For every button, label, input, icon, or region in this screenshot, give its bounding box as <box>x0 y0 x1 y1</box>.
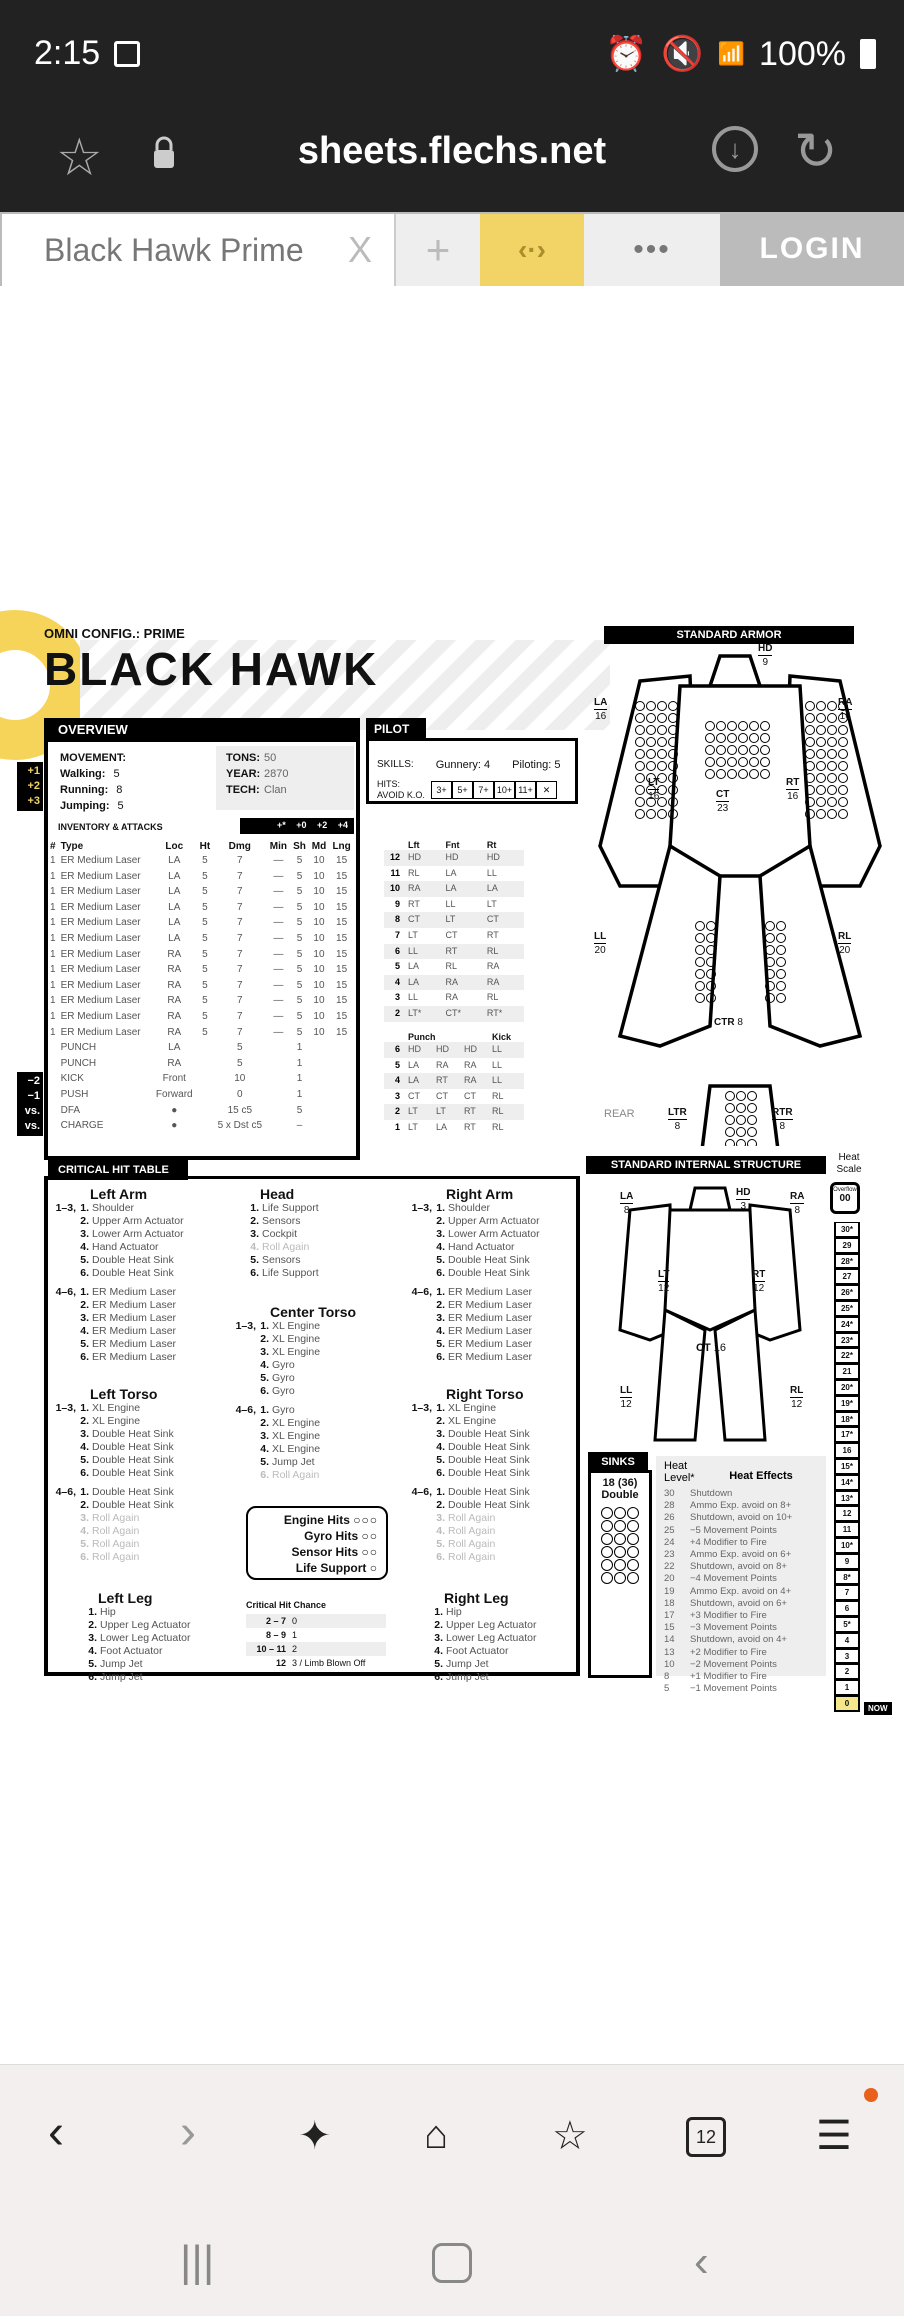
heat-effects-panel: Heat Level* Heat Effects 30 Shutdown 28 Ammo Exp. avoid on 8+ 26 Shutdown, avoid on 10+ 25 −5 Movement Points 24 +4 Modifier to Fire 23 Ammo Exp. avoid on 6+ 22 Shutdown, avoid on 8+ 20 −4 Movement Points 19 Ammo Exp. avoid on 4+ 18 Shutdown, avoid on 6+ 17 +3 Modifier to Fire 15 −3 Movement Points 14 Shutdown, avoid on 4+ 13 +2 Modifier to Fire 10 −2 Movement Points 8 +1 Modifier to Fire 5 −1 Movement Points <box>656 1456 826 1676</box>
internal-title: STANDARD INTERNAL STRUCTURE <box>586 1156 826 1174</box>
hit-location-row: 10 RA LA LA <box>384 881 524 897</box>
weapon-row: PUNCH RA 5 1 <box>60 1057 303 1069</box>
weapon-row: 1 ER Medium Laser LA 5 7 — 5 10 15 <box>50 917 348 929</box>
armor-rtr: RTR 8 <box>772 1107 793 1132</box>
crit-head: Head 1. Life Support 2. Sensors 3. Cockpit 4. Roll Again 5. Sensors 6. Life Support <box>250 1186 319 1279</box>
is-la: LA 8 <box>620 1191 634 1216</box>
inventory-title: INVENTORY & ATTACKS <box>58 822 163 832</box>
pilot-panel: SKILLS: Gunnery: 4 Piloting: 5 HITS: AVOID K.O. 3+ 5+ 7+ 10+ 11+ ✕ PILOT <box>366 718 582 808</box>
heat-level[interactable]: 13* <box>834 1491 860 1507</box>
sinks-count: 18 (36) <box>602 1477 638 1489</box>
armor-la: LA 16 <box>594 697 608 722</box>
weapon-row: 1 ER Medium Laser LA 5 7 — 5 10 15 <box>50 855 348 866</box>
weapon-row: 1 ER Medium Laser RA 5 7 — 5 10 15 <box>50 979 348 991</box>
battery-icon <box>860 39 876 69</box>
hit-location-row: 12 HD HD HD <box>384 850 524 866</box>
recent-apps-icon[interactable]: ||| <box>180 2237 215 2286</box>
piloting-skill: Piloting: 5 <box>512 759 561 771</box>
punch-kick-row: 5 LA RA RA LL <box>394 1059 502 1070</box>
heat-level[interactable]: 2 <box>834 1664 860 1680</box>
heat-level[interactable]: 0 <box>834 1696 860 1712</box>
punch-kick-row: 6 HD HD HD LL <box>384 1042 524 1058</box>
heat-level[interactable]: 12 <box>834 1506 860 1522</box>
sparkle-icon[interactable]: ✦ <box>298 2114 332 2158</box>
heat-level[interactable]: 22* <box>834 1348 860 1364</box>
crit-right-leg: Right Leg 1. Hip 2. Upper Leg Actuator 3. Lower Leg Actuator 4. Foot Actuator 5. Jump Jet 6. Jump Jet <box>434 1590 537 1683</box>
image-notification-icon <box>114 41 140 67</box>
heat-level[interactable]: 7 <box>834 1585 860 1601</box>
crit-left-arm: Left Arm 1–3, 1. Shoulder 2. Upper Arm Actuator 3. Lower Arm Actuator 4. Hand Actuator 5. Double Heat Sink 6. Double Heat Sink 4–6, 1. ER Medium Laser 2. ER Medium Laser 3. ER Medium Laser 4. ER Medium Laser 5. ER Medium Laser 6. ER Medium Laser <box>55 1186 184 1363</box>
heat-level[interactable]: 28* <box>834 1254 860 1270</box>
rear-label: REAR <box>604 1108 635 1120</box>
ko-box[interactable]: 10+ <box>494 781 515 799</box>
punch-kick-row: 3 CT CT CT RL <box>394 1090 504 1101</box>
weapon-row: 1 ER Medium Laser RA 5 7 — 5 10 15 <box>50 995 348 1007</box>
crit-right-torso: Right Torso 1–3, 1. XL Engine 2. XL Engine 3. Double Heat Sink 4. Double Heat Sink 5. Double Heat Sink 6. Double Heat Sink 4–6, 1. Double Heat Sink 2. Double Heat Sink 3. Roll Again 4. Roll Again 5. Roll Again 6. Roll Again <box>411 1386 530 1563</box>
armor-ra: RA 16 <box>838 697 853 722</box>
mech-specs: TONS: 50 YEAR: 2870 TECH: Clan <box>216 746 354 810</box>
clock: 2:15 <box>34 34 101 72</box>
hit-location-row: 9 RT LL LT <box>394 898 497 909</box>
weapon-row: 1 ER Medium Laser RA 5 7 — 5 10 15 <box>50 1010 348 1022</box>
weapon-row: 1 ER Medium Laser LA 5 7 — 5 10 15 <box>50 870 348 882</box>
heat-sinks-panel <box>588 1470 652 1678</box>
forward-icon[interactable]: › <box>180 2106 196 2159</box>
punch-kick-row: 1 LT LA RT RL <box>394 1121 504 1132</box>
omni-config: OMNI CONFIG.: PRIME <box>44 626 185 641</box>
punch-kick-row: 4 LA RT RA LL <box>384 1073 524 1089</box>
tab-title: Black Hawk Prime <box>44 231 304 268</box>
armor-hd: HD 9 <box>758 643 773 668</box>
heat-level[interactable]: 14* <box>834 1475 860 1491</box>
weapon-row: PUNCH LA 5 1 <box>60 1042 303 1054</box>
is-rt: RT 12 <box>752 1269 766 1294</box>
sinks-title: SINKS <box>588 1452 648 1472</box>
hit-location-row: 6 LL RT RL <box>384 944 524 960</box>
notification-dot <box>864 2088 878 2102</box>
hit-location-row: 5 LA RL RA <box>394 961 500 972</box>
is-rl: RL 12 <box>790 1385 804 1410</box>
physical-modifiers: −2 −1 vs. vs. <box>17 1072 43 1136</box>
new-tab-button[interactable]: + <box>394 214 480 286</box>
record-sheet <box>0 600 904 1720</box>
heat-level[interactable]: 15* <box>834 1459 860 1475</box>
home-nav-icon[interactable] <box>432 2243 472 2283</box>
heat-level[interactable]: 26* <box>834 1285 860 1301</box>
heat-level[interactable]: 21 <box>834 1364 860 1380</box>
armor-ltr: LTR 8 <box>668 1107 687 1132</box>
weapon-row: 1 ER Medium Laser LA 5 7 — 5 10 15 <box>50 901 348 913</box>
alarm-icon: ⏰ <box>604 35 648 73</box>
weapon-row: 1 ER Medium Laser RA 5 7 — 5 10 15 <box>50 948 348 960</box>
crit-center-torso: Center Torso 1–3, 1. XL Engine 2. XL Engine 3. XL Engine 4. Gyro 5. Gyro 6. Gyro 4–6, 1. Gyro 2. XL Engine 3. XL Engine 4. XL Engine 5. Jump Jet 6. Roll Again <box>235 1304 357 1481</box>
heat-level[interactable]: 6 <box>834 1601 860 1617</box>
hit-location-row: 11 RL LA LL <box>390 867 497 878</box>
weapon-row: DFA ● 15 c5 5 <box>60 1104 303 1116</box>
ko-box[interactable]: 5+ <box>452 781 473 799</box>
heat-level[interactable]: 16 <box>834 1443 860 1459</box>
back-icon[interactable]: ‹ <box>48 2106 64 2159</box>
reload-icon[interactable]: ↻ <box>794 123 838 181</box>
share-link-button[interactable]: ‹·› <box>480 214 584 286</box>
ko-box[interactable]: 3+ <box>431 781 452 799</box>
heat-level[interactable]: 10* <box>834 1538 860 1554</box>
crit-left-torso: Left Torso 1–3, 1. XL Engine 2. XL Engine 3. Double Heat Sink 4. Double Heat Sink 5. Double Heat Sink 6. Double Heat Sink 4–6, 1. Double Heat Sink 2. Double Heat Sink 3. Roll Again 4. Roll Again 5. Roll Again 6. Roll Again <box>55 1386 174 1563</box>
armor-ct: CT 23 <box>716 789 730 814</box>
crit-chance-table: Critical Hit Chance 2 – 7 0 8 – 9 1 10 – 11 2 12 3 / Limb Blown Off <box>246 1600 386 1670</box>
heat-level[interactable]: 27 <box>834 1269 860 1285</box>
crit-right-arm: Right Arm 1–3, 1. Shoulder 2. Upper Arm Actuator 3. Lower Arm Actuator 4. Hand Actuator 5. Double Heat Sink 6. Double Heat Sink 4–6, 1. ER Medium Laser 2. ER Medium Laser 3. ER Medium Laser 4. ER Medium Laser 5. ER Medium Laser 6. ER Medium Laser <box>411 1186 540 1363</box>
heat-level[interactable]: 29 <box>834 1238 860 1254</box>
armor-rl: RL 20 <box>838 931 852 956</box>
login-button[interactable]: LOGIN <box>759 232 865 265</box>
heat-level[interactable]: 17* <box>834 1427 860 1443</box>
status-bar <box>0 0 904 108</box>
punch-kick-row: 2 LT LT RT RL <box>384 1104 524 1120</box>
armor-ll: LL 20 <box>594 931 607 956</box>
heat-level[interactable]: 1 <box>834 1680 860 1696</box>
armor-lt: LT 16 <box>648 777 660 802</box>
hit-location-row: 8 CT LT CT <box>384 912 524 928</box>
is-ct: CT 16 <box>696 1342 726 1354</box>
heat-level[interactable]: 4 <box>834 1633 860 1649</box>
ko-box[interactable]: 11+ <box>515 781 536 799</box>
movement: MOVEMENT: Walking: 5 Running: 8 Jumping: 5 <box>60 752 126 812</box>
critical-title: CRITICAL HIT TABLE <box>48 1160 188 1180</box>
heat-level[interactable]: 5* <box>834 1617 860 1633</box>
wifi-icon: 📶 <box>717 41 746 66</box>
weapon-row: 1 ER Medium Laser RA 5 7 — 5 10 15 <box>50 964 348 976</box>
weapon-row: KICK Front 10 1 <box>60 1073 303 1085</box>
home-icon[interactable]: ⌂ <box>424 2113 449 2157</box>
inventory-table: # Type Loc Ht Dmg Min Sh Md Lng 1 ER Medium Laser LA 5 7 — 5 10 15 1 ER Medium Laser LA 5 7 — 5 10 15 1 ER Medium Laser LA 5 7 — 5 10 15 1 ER Medium Laser LA 5 7 — 5 10 15 1 ER Medium Laser LA 5 7 — 5 10 15 1 ER Medium Laser LA 5 7 — 5 10 15 1 ER Medium Laser RA 5 7 — 5 10 15 1 ER Medium Laser RA 5 7 — 5 10 15 1 ER Medium Laser RA 5 7 — 5 10 15 1 ER Medium Laser RA 5 7 — 5 10 15 1 ER Medium Laser RA 5 7 — 5 10 15 1 ER Medium Laser RA 5 7 — 5 10 15 PUNCH LA 5 1 PUNCH RA 5 1 KICK Front 10 1 PUSH Forward 0 1 DFA ● 15 c5 5 CHARGE ● 5 x Dst c5 – <box>48 840 354 1134</box>
overview-title: OVERVIEW <box>44 718 360 742</box>
crit-left-leg: Left Leg 1. Hip 2. Upper Leg Actuator 3. Lower Leg Actuator 4. Foot Actuator 5. Jump Jet 6. Jump Jet <box>88 1590 191 1683</box>
heat-overflow[interactable]: Overflow 00 <box>830 1182 860 1214</box>
heat-level[interactable]: 20* <box>834 1380 860 1396</box>
ko-box[interactable]: ✕ <box>536 781 557 799</box>
browser-bottom-nav <box>0 2064 904 2316</box>
armor-rt: RT 16 <box>786 777 800 802</box>
heat-level[interactable]: 25* <box>834 1301 860 1317</box>
heat-level[interactable]: 24* <box>834 1317 860 1333</box>
pilot-hit-boxes[interactable] <box>431 781 557 799</box>
heat-sink-circles[interactable] <box>591 1507 649 1584</box>
url-text[interactable]: sheets.flechs.net <box>297 130 607 172</box>
close-tab-icon[interactable]: X <box>347 229 372 270</box>
weapon-row: CHARGE ● 5 x Dst c5 – <box>60 1120 303 1132</box>
battery-text: 100% <box>759 34 846 73</box>
weapon-row: PUSH Forward 0 1 <box>60 1088 303 1100</box>
tabs-icon[interactable]: 12 <box>686 2117 726 2157</box>
damage-tracks[interactable]: Engine Hits ○○○ Gyro Hits ○○ Sensor Hits ○○ Life Support ○ <box>246 1506 388 1580</box>
heat-level[interactable]: 9 <box>834 1554 860 1570</box>
hit-location-table: Lft Fnt Rt 12 HD HD HD 11 RL LA LL 10 RA LA LA 9 RT LL LT 8 CT LT CT 7 LT CT RT 6 LL RT RL 5 LA RL RA 4 LA RA RA 3 LL RA RL 2 LT* CT* RT* <box>384 840 524 1022</box>
sinks-type: Double <box>601 1489 639 1501</box>
tab-black-hawk-prime[interactable] <box>2 214 394 286</box>
weapon-row: 1 ER Medium Laser LA 5 7 — 5 10 15 <box>50 932 348 944</box>
heat-level[interactable]: 8* <box>834 1570 860 1586</box>
mute-icon: 🔇 <box>661 35 704 73</box>
download-icon[interactable]: ↓ <box>712 126 758 172</box>
armor-ctr: CTR 8 <box>714 1017 743 1028</box>
menu-icon[interactable]: ☰ <box>816 2114 852 2158</box>
url-bar <box>0 108 904 212</box>
hit-location-row: 3 LL RA RL <box>394 992 499 1003</box>
back-nav-icon[interactable]: ‹ <box>694 2237 709 2286</box>
heat-scale[interactable] <box>834 1222 860 1712</box>
is-ra: RA 8 <box>790 1191 805 1216</box>
hit-location-row: 2 LT* CT* RT* <box>384 1006 524 1022</box>
is-hd: HD 3 <box>736 1187 751 1212</box>
armor-title: STANDARD ARMOR <box>604 626 854 644</box>
heat-level[interactable]: 19* <box>834 1396 860 1412</box>
heat-level[interactable]: 23* <box>834 1333 860 1349</box>
punch-kick-table: Punch Kick 6 HD HD HD LL 5 LA RA RA LL 4 LA RT RA LL 3 CT CT CT RL 2 LT LT RT RL 1 LT LA RT RL <box>384 1032 524 1136</box>
ko-box[interactable]: 7+ <box>473 781 494 799</box>
heat-level[interactable]: 18* <box>834 1412 860 1428</box>
range-modifiers: +* +0 +2 +4 <box>240 818 354 834</box>
heat-scale-title: Heat Scale <box>836 1152 862 1175</box>
hit-location-row: 7 LT CT RT <box>394 929 499 940</box>
is-lt: LT 12 <box>658 1269 670 1294</box>
heat-now-marker: NOW <box>864 1702 892 1715</box>
armor-diagram[interactable] <box>580 646 904 1146</box>
heat-level[interactable]: 3 <box>834 1649 860 1665</box>
hit-location-row: 4 LA RA RA <box>384 975 524 991</box>
weapon-row: 1 ER Medium Laser RA 5 7 — 5 10 15 <box>50 1026 348 1038</box>
bookmark-star-icon[interactable]: ☆ <box>56 129 103 187</box>
internal-diagram[interactable] <box>610 1180 810 1450</box>
is-ll: LL 12 <box>620 1385 633 1410</box>
gunnery-skill: Gunnery: 4 <box>435 759 491 771</box>
sheet-tab-bar <box>0 212 904 286</box>
heat-level[interactable]: 11 <box>834 1522 860 1538</box>
more-button[interactable]: ••• <box>584 214 720 286</box>
weapon-row: 1 ER Medium Laser LA 5 7 — 5 10 15 <box>50 886 348 898</box>
pilot-title: PILOT <box>366 718 426 740</box>
bookmarks-icon[interactable]: ☆ <box>552 2114 588 2158</box>
mech-name: BLACK HAWK <box>44 643 379 695</box>
heat-level[interactable]: 30* <box>834 1222 860 1238</box>
movement-modifiers: +1 +2 +3 <box>17 762 43 811</box>
